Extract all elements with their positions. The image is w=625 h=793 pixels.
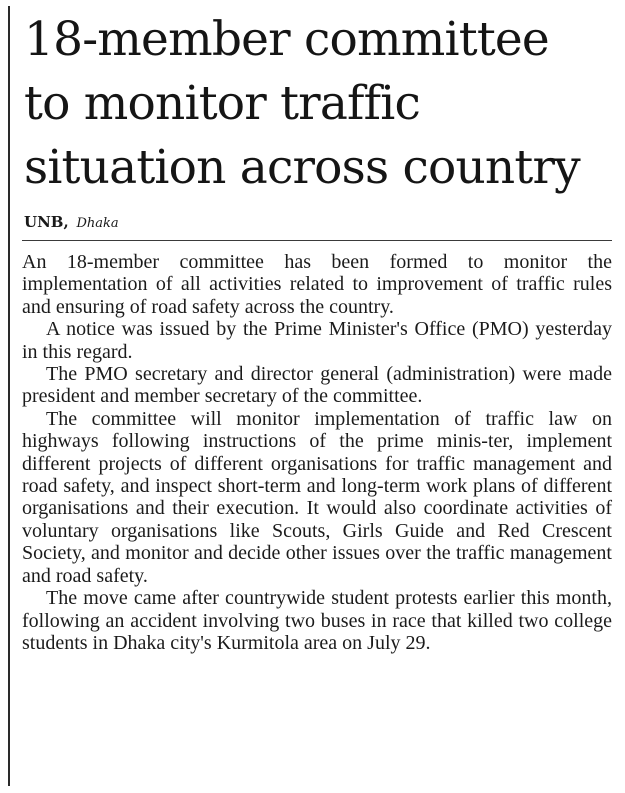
byline bbox=[24, 212, 119, 234]
article-paragraph: The PMO secretary and director general (administration) were made president and member secretary of the committee. bbox=[22, 363, 612, 408]
article-body bbox=[22, 251, 612, 654]
article-paragraph: A notice was issued by the Prime Minister's Office (PMO) yesterday in this regard. bbox=[22, 318, 612, 363]
byline-agency: UNB, bbox=[24, 213, 69, 231]
article-paragraph: The committee will monitor implementation of traffic law on highways following instructions of the prime minis-ter, implement different projects of different organisations for traffic management and road safety, and inspect short-term and long-term work plans of different organisations and their execution. It would also coordinate activities of voluntary organisations like Scouts, Girls Guide and Red Crescent Society, and monitor and decide other issues over the traffic management and road safety. bbox=[22, 407, 612, 587]
article-paragraph: The move came after countrywide student protests earlier this month, following an accident involving two buses in race that killed two college students in Dhaka city's Kurmitola area on July 29. bbox=[22, 587, 612, 654]
headline bbox=[24, 8, 620, 200]
headline-line: situation across country bbox=[24, 140, 580, 195]
column-rule bbox=[8, 6, 10, 786]
byline-divider bbox=[22, 240, 612, 241]
article-paragraph: An 18-member committee has been formed to monitor the implementation of all activities related to improvement of traffic rules and ensuring of road safety across the country. bbox=[22, 251, 612, 318]
byline-place: Dhaka bbox=[76, 216, 119, 231]
headline-line: to monitor traffic bbox=[24, 76, 421, 131]
headline-line: 18-member committee bbox=[24, 12, 549, 67]
